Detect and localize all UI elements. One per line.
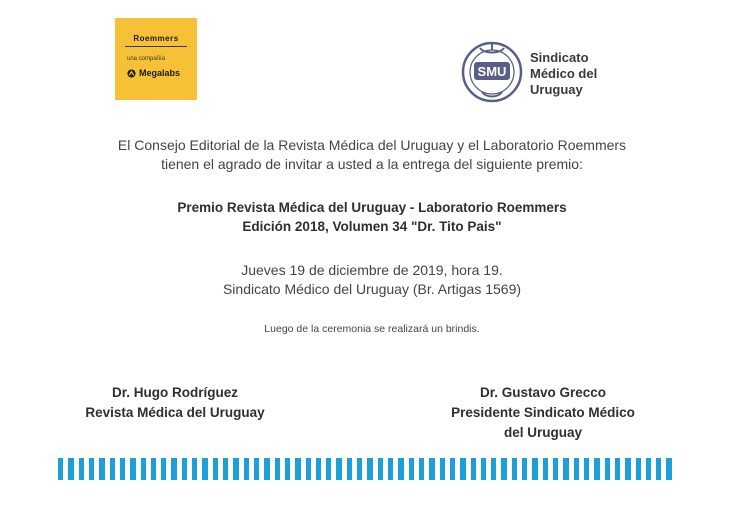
event-details [0, 261, 744, 299]
stripe [285, 458, 290, 480]
stripe [522, 458, 527, 480]
signer-title: Revista Médica del Uruguay [85, 405, 265, 420]
stripe [429, 458, 434, 480]
stripe [275, 458, 280, 480]
stripe [161, 458, 166, 480]
stripe [388, 458, 393, 480]
invitation-intro [0, 136, 744, 174]
stripe [501, 458, 506, 480]
stripe [316, 458, 321, 480]
stripe [450, 458, 455, 480]
award-title [0, 198, 744, 236]
stripe [336, 458, 341, 480]
stripe [306, 458, 311, 480]
stripe [79, 458, 84, 480]
smu-seal-text: SMU [477, 64, 507, 79]
stripe [553, 458, 558, 480]
megalabs-brand [127, 68, 180, 78]
stripe [563, 458, 568, 480]
stripe [605, 458, 610, 480]
stripe [440, 458, 445, 480]
stripe [141, 458, 146, 480]
signer-name: Dr. Hugo Rodríguez [112, 385, 238, 400]
stripe [326, 458, 331, 480]
megalabs-label: Megalabs [139, 68, 181, 78]
stripe [151, 458, 156, 480]
stripe [481, 458, 486, 480]
roemmers-tagline: una compañía [127, 56, 166, 62]
smu-seal-icon [460, 40, 524, 104]
stripe [625, 458, 630, 480]
stripe [512, 458, 517, 480]
stripe [347, 458, 352, 480]
stripe [471, 458, 476, 480]
stripe [357, 458, 362, 480]
stripe [398, 458, 403, 480]
stripe [192, 458, 197, 480]
award-line: Premio Revista Médica del Uruguay - Laboratorio Roemmers [177, 200, 567, 215]
stripe [202, 458, 207, 480]
stripe [656, 458, 661, 480]
roemmers-logo [115, 18, 197, 100]
roemmers-brand: Roemmers [133, 34, 179, 43]
megalabs-mark-icon [127, 69, 136, 78]
stripe [233, 458, 238, 480]
stripe [378, 458, 383, 480]
stripe [636, 458, 641, 480]
smu-name [530, 50, 597, 98]
stripe [99, 458, 104, 480]
stripe [594, 458, 599, 480]
stripe [89, 458, 94, 480]
stripe [543, 458, 548, 480]
intro-line: tienen el agrado de invitar a usted a la entrega del siguiente premio: [161, 156, 583, 172]
stripe [120, 458, 125, 480]
award-line: Edición 2018, Volumen 34 "Dr. Tito Pais" [242, 219, 502, 234]
signer-name: Dr. Gustavo Grecco [479, 385, 607, 400]
stripe [419, 458, 424, 480]
stripe [244, 458, 249, 480]
signer-title: del Uruguay [503, 425, 582, 440]
stripe [264, 458, 269, 480]
smu-name-line: Médico del [530, 66, 598, 81]
event-location: Sindicato Médico del Uruguay (Br. Artigas 1569) [222, 281, 522, 297]
stripe [460, 458, 465, 480]
stripe [574, 458, 579, 480]
reception-note: Luego de la ceremonia se realizará un brindis. [264, 323, 480, 335]
signer-title: Presidente Sindicato Médico [451, 405, 635, 420]
smu-name-line: Sindicato [530, 50, 589, 65]
stripe [68, 458, 73, 480]
stripe [367, 458, 372, 480]
decorative-stripe-band [58, 458, 672, 480]
stripe [615, 458, 620, 480]
stripe [646, 458, 651, 480]
stripe [110, 458, 115, 480]
stripe [254, 458, 259, 480]
event-date: Jueves 19 de diciembre de 2019, hora 19. [241, 262, 503, 278]
stripe [666, 458, 671, 480]
stripe [532, 458, 537, 480]
stripe [182, 458, 187, 480]
stripe [213, 458, 218, 480]
signature-left [40, 383, 310, 423]
stripe [58, 458, 63, 480]
smu-logo [460, 40, 620, 104]
stripe [223, 458, 228, 480]
stripe [409, 458, 414, 480]
smu-name-line: Uruguay [530, 82, 583, 97]
intro-line: El Consejo Editorial de la Revista Médica del Uruguay y el Laboratorio Roemmers [117, 137, 627, 153]
stripe [491, 458, 496, 480]
stripe [171, 458, 176, 480]
stripe [584, 458, 589, 480]
signature-right [408, 383, 678, 443]
stripe [130, 458, 135, 480]
logo-divider [125, 46, 187, 47]
stripe [295, 458, 300, 480]
